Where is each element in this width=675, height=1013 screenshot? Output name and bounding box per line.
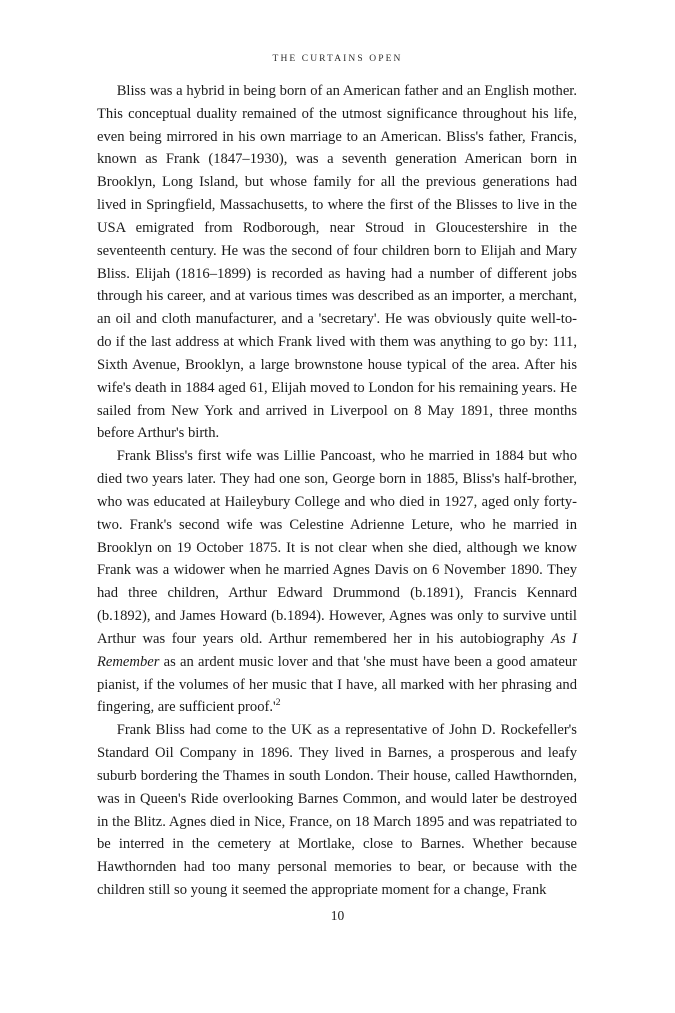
paragraph-2-part-1: Frank Bliss's first wife was Lillie Pancoast, who he married in 1884 but who died two years later. They had one son, George born in 1885, Bliss's half-brother, who was educated at Haileybury College and who died in 1927, aged only forty-two. Frank's second wife was Celestine Adrienne Leture, who he married in Brooklyn on 19 October 1875. It is not clear when she died, although we know Frank was a widower when he married Agnes Davis on 6 November 1890. They had three children, Arthur Edward Drummond (b.1891), Francis Kennard (b.1892), and James Howard (b.1894). However, Agnes was only to survive until Arthur was four years old. Arthur remembered her in his autobiography <box>97 448 577 647</box>
paragraph-2 <box>97 445 577 719</box>
paragraph-1: Bliss was a hybrid in being born of an American father and an English mother. This conceptual duality remained of the utmost significance throughout his life, even being mirrored in his own marriage to an American. Bliss's father, Francis, known as Frank (1847–1930), was a seventh generation American born in Brooklyn, Long Island, but whose family for all the previous generations had lived in Springfield, Massachusetts, to where the first of the Blisses to live in the USA emigrated from Rodborough, near Stroud in Gloucestershire in the seventeenth century. He was the second of four children born to Elijah and Mary Bliss. Elijah (1816–1899) is recorded as having had a number of different jobs through his career, and at various times was described as an importer, a merchant, an oil and cloth manufacturer, and a 'secretary'. He was obviously quite well-to-do if the last address at which Frank lived with them was anything to go by: 111, Sixth Avenue, Brooklyn, a large brownstone house typical of the area. After his wife's death in 1884 aged 61, Elijah moved to London for his remaining years. He sailed from New York and arrived in Liverpool on 8 May 1891, three months before Arthur's birth. <box>97 83 577 442</box>
paragraph-2-part-2: as an ardent music lover and that 'she must have been a good amateur pianist, if the volumes of her music that I have, all marked with her phrasing and fingering, are sufficient proof.' <box>97 653 577 716</box>
page-body <box>97 80 577 902</box>
book-title-italic: As I Remember <box>97 630 577 670</box>
running-head: THE CURTAINS OPEN <box>272 54 403 64</box>
page-number: 10 <box>330 908 345 923</box>
paragraph-3: Frank Bliss had come to the UK as a representative of John D. Rockefeller's Standard Oil Company in 1896. They lived in Barnes, a prosperous and leafy suburb bordering the Thames in south London. Their house, called Hawthornden, was in Queen's Ride overlooking Barnes Common, and would later be destroyed in the Blitz. Agnes died in Nice, France, on 18 March 1895 and was repatriated to be interred in the cemetery at Mortlake, close to Barnes. Whether because Hawthornden had too many personal memories to bear, or because with the children still so young it seemed the appropriate moment for a change, Frank <box>97 722 577 898</box>
footnote-marker: 2 <box>275 697 281 709</box>
